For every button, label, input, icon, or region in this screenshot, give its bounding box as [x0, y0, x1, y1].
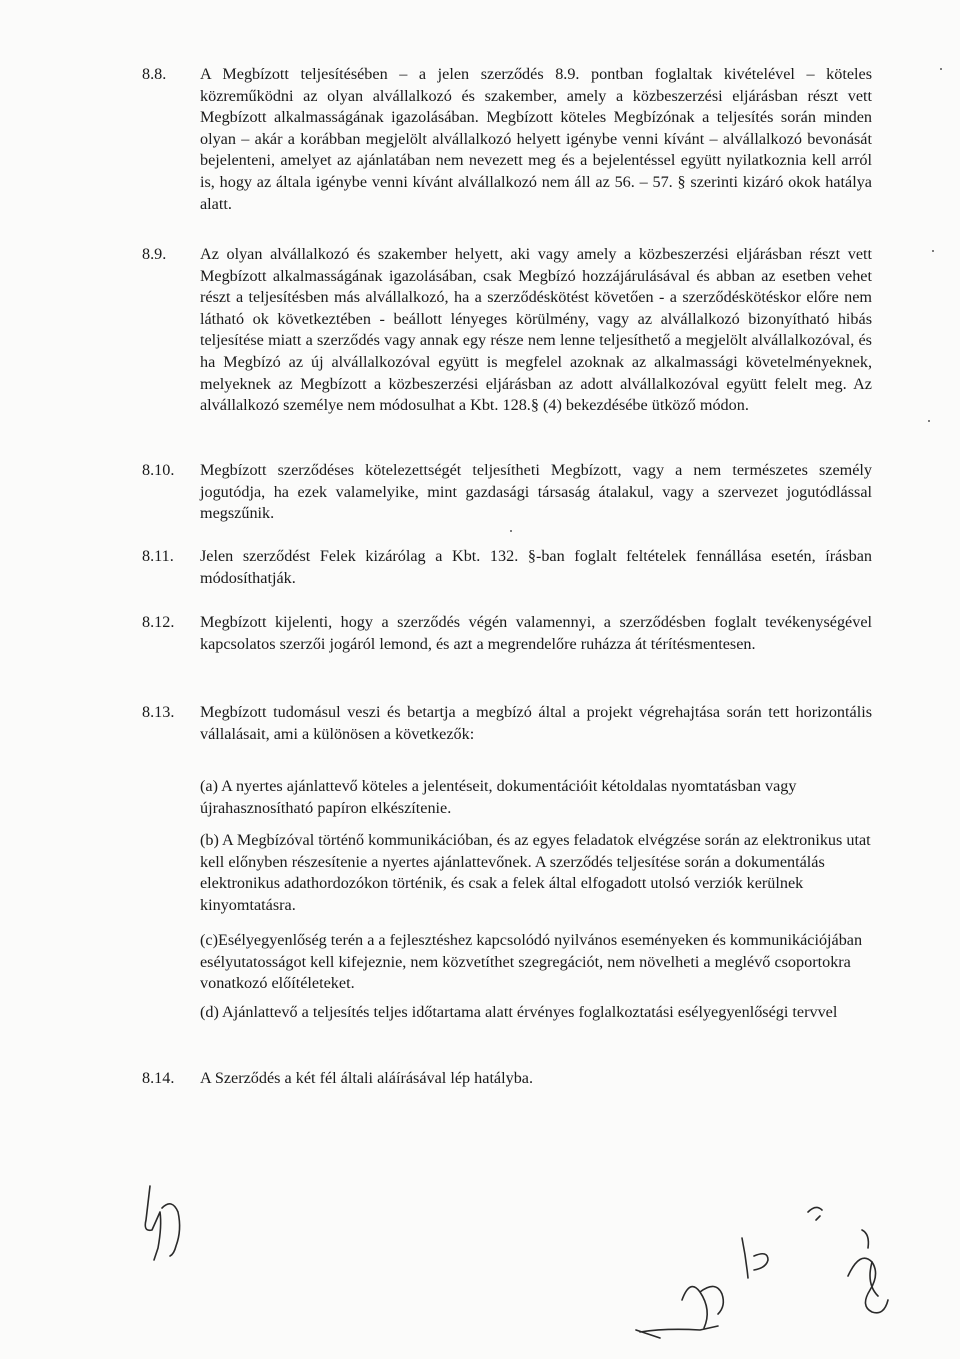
section-8-12 [142, 612, 872, 655]
section-8-14 [142, 1068, 872, 1090]
section-number: 8.8. [142, 65, 167, 83]
section-8-8 [142, 64, 872, 215]
sub-item-a: (a) A nyertes ajánlattevő köteles a jelentéseit, dokumentációit kétoldalas nyomtatásban vagy újrahasznosítható papíron elkészítenie. [200, 777, 797, 817]
paper-speck [940, 68, 942, 70]
paper-speck [510, 530, 512, 532]
section-text: Megbízott kijelenti, hogy a szerződés végén valamennyi, a szerződésben foglalt tevékenységével kapcsolatos szerzői jogáról lemond, és azt a megrendelőre ruházza át térítésmentesen. [200, 613, 872, 653]
sub-item-d: (d) Ajánlattevő a teljesítés teljes időtartama alatt érvényes foglalkoztatási esélyegyenlőségi tervvel [200, 1003, 838, 1021]
handwritten-initials [0, 1160, 960, 1354]
section-text: Megbízott tudomásul veszi és betartja a megbízó által a projekt végrehajtása során tett horizontális vállalásait, ami a különösen a következők: [200, 703, 872, 743]
section-8-10 [142, 460, 872, 525]
section-number: 8.13. [142, 703, 175, 721]
section-text: Jelen szerződést Felek kizárólag a Kbt. 132. §-ban foglalt feltételek fennállása esetén, írásban módosíthatják. [200, 547, 872, 587]
section-text: A Szerződés a két fél általi aláírásával lép hatályba. [200, 1069, 534, 1087]
paper-speck [928, 420, 930, 422]
sub-item-c: (c)Esélyegyenlőség terén a a fejlesztéshez kapcsolódó nyilvános eseményeken és kommunikációjában esélyutatosságot kell kifejeznie, nem közvetíthet szegregációt, nem növelheti a meglévő csoportokra vonatkozó előítéleteket. [200, 931, 863, 993]
section-8-11 [142, 546, 872, 589]
section-number: 8.9. [142, 245, 167, 263]
section-8-13 [142, 702, 872, 745]
paper-speck [932, 250, 934, 252]
section-text: Megbízott szerződéses kötelezettségét teljesítheti Megbízott, vagy a nem természetes személy jogutódja, ha ezek valamelyike, mint gazdasági társaság átalakul, vagy a szervezet jogutódlással megszűnik. [200, 461, 872, 523]
section-number: 8.14. [142, 1069, 175, 1087]
signatures-area [0, 1160, 960, 1354]
sub-item-b: (b) A Megbízóval történő kommunikációban, és az egyes feladatok elvégzése során az elektronikus utat kell előnyben részesítenie a nyertes ajánlattevőnek. A szerződés teljesítése során a dokumentálás elektronikus adathordozókon történik, és csak a felek által elfogadott utolsó verziók kerülnek kinyomtatásra. [200, 831, 871, 914]
section-number: 8.10. [142, 461, 175, 479]
section-8-9 [142, 244, 872, 417]
section-number: 8.11. [142, 547, 174, 565]
section-text: A Megbízott teljesítésében – a jelen szerződés 8.9. pontban foglaltak kivételével – köteles közreműködni az olyan alvállalkozó és szakember, amely a közbeszerzési eljárásban részt vett Megbízott alkalmasságának igazolásában. Megbízott köteles Megbízónak a teljesítés során minden olyan – akár a korábban megjelölt alvállalkozó helyett igénybe venni kívánt – alvállalkozó bevonását bejelenteni, amelyet az ajánlatában nem nevezett meg és a bejelentéssel együtt nyilatkoznia kell arról is, hogy az általa igénybe venni kívánt alvállalkozó nem áll az 56. – 57. § szerinti kizáró okok hatálya alatt. [200, 65, 872, 213]
section-number: 8.12. [142, 613, 175, 631]
section-text: Az olyan alvállalkozó és szakember helyett, aki vagy amely a közbeszerzési eljárásban részt vett Megbízott alkalmasságának igazolásában, csak Megbízó hozzájárulásával és abban az esetben vehet részt a teljesítésben más alvállalkozó, ha a szerződéskötést követően - a szerződéskötéskor előre nem látható ok következtében - beállott lényeges körülmény, vagy az alvállalkozó bizonyítható hibás teljesítése miatt a szerződés vagy annak egy része nem lenne teljesíthető a megjelölt alvállalkozóval, és ha Megbízó az új alvállalkozóval együtt is megfelel azoknak az alkalmassági követelményeknek, melyeknek az Megbízott a közbeszerzési eljárásban az adott alvállalkozóval együtt felelt meg. Az alvállalkozó személye nem módosulhat a Kbt. 128.§ (4) bekezdésébe ütköző módon. [200, 245, 872, 415]
